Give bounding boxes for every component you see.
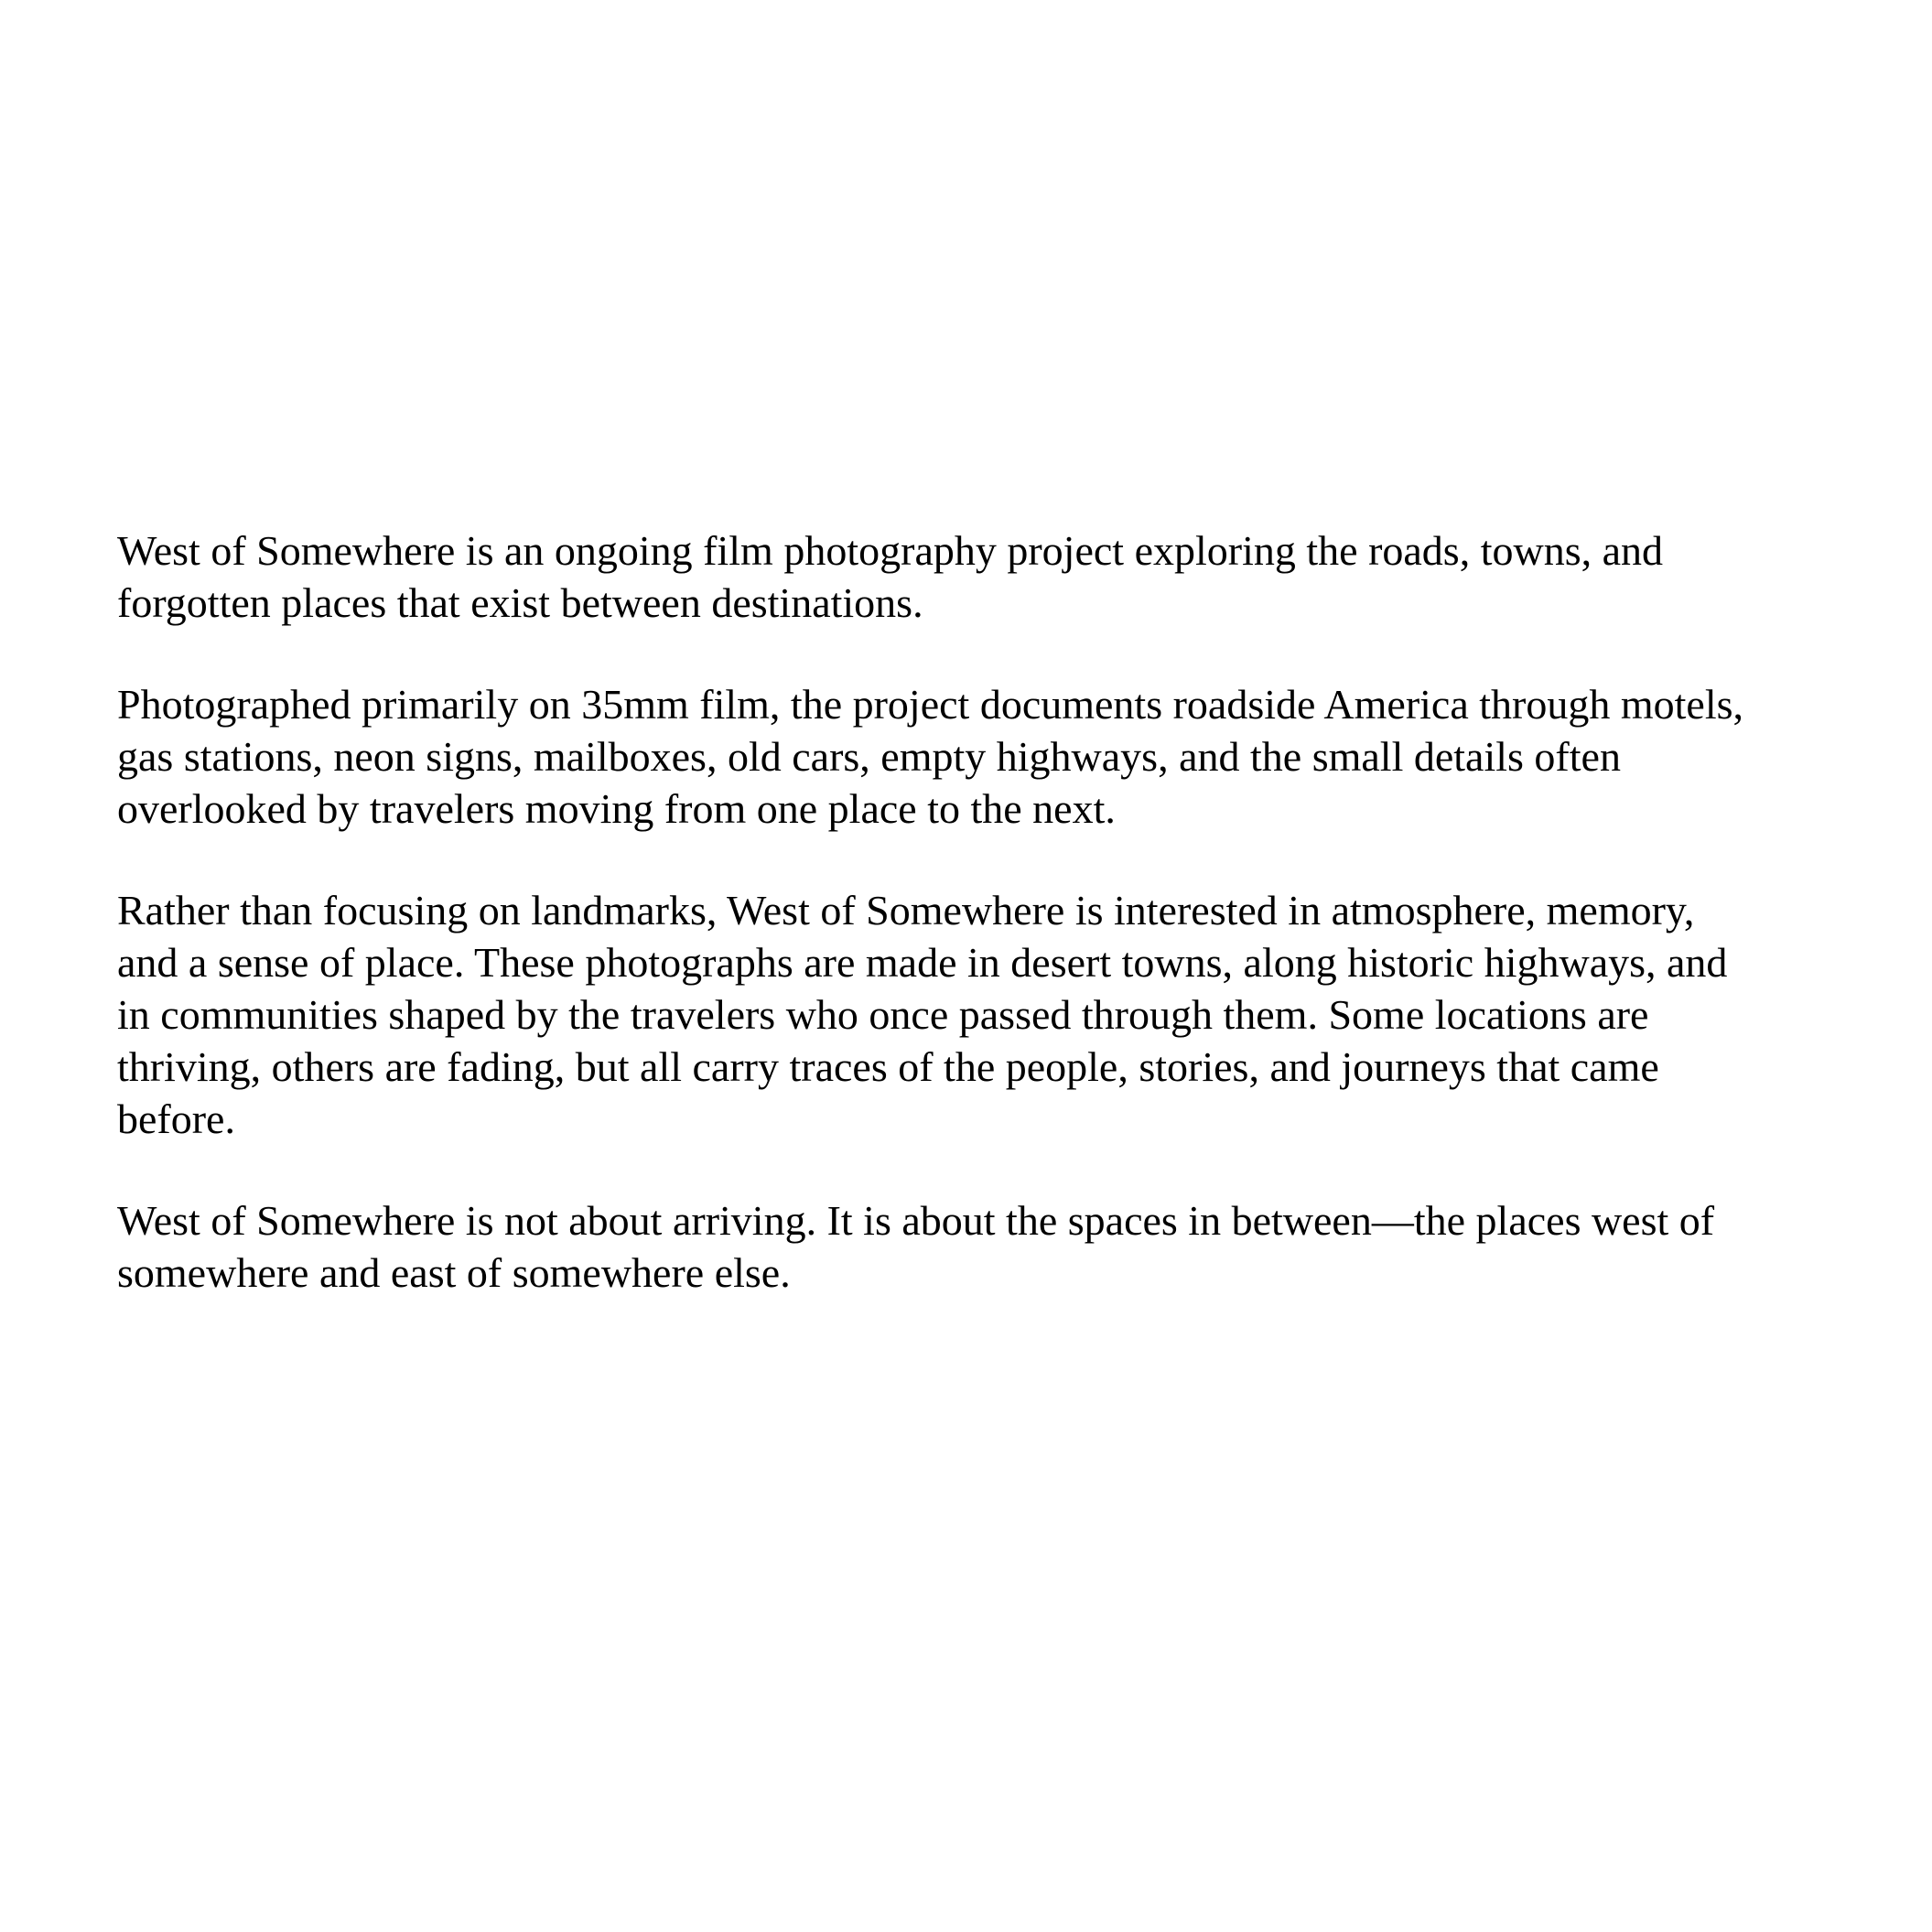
text-line: forgotten places that exist between destinations. (117, 579, 923, 626)
paragraph-closing (117, 1194, 1911, 1299)
text-line: thriving, others are fading, but all carry traces of the people, stories, and journeys that came (117, 1043, 1659, 1090)
text-line: Rather than focusing on landmarks, West of Somewhere is interested in atmosphere, memory, (117, 887, 1695, 934)
paragraph-intro (117, 524, 1911, 629)
text-line: and a sense of place. These photographs are made in desert towns, along historic highways, and (117, 939, 1728, 986)
text-line: in communities shaped by the travelers who once passed through them. Some locations are (117, 991, 1649, 1038)
text-line: before. (117, 1096, 235, 1142)
text-line: gas stations, neon signs, mailboxes, old cars, empty highways, and the small details often (117, 733, 1621, 780)
text-line: West of Somewhere is not about arriving. It is about the spaces in between—the places west of (117, 1197, 1715, 1244)
paragraph-atmosphere (117, 884, 1911, 1145)
paragraph-film (117, 678, 1911, 835)
document-body (117, 524, 1911, 1299)
text-line: West of Somewhere is an ongoing film photography project exploring the roads, towns, and (117, 527, 1664, 574)
text-line: overlooked by travelers moving from one place to the next. (117, 785, 1116, 832)
text-line: Photographed primarily on 35mm film, the project documents roadside America through motels, (117, 681, 1744, 728)
text-line: somewhere and east of somewhere else. (117, 1249, 791, 1296)
